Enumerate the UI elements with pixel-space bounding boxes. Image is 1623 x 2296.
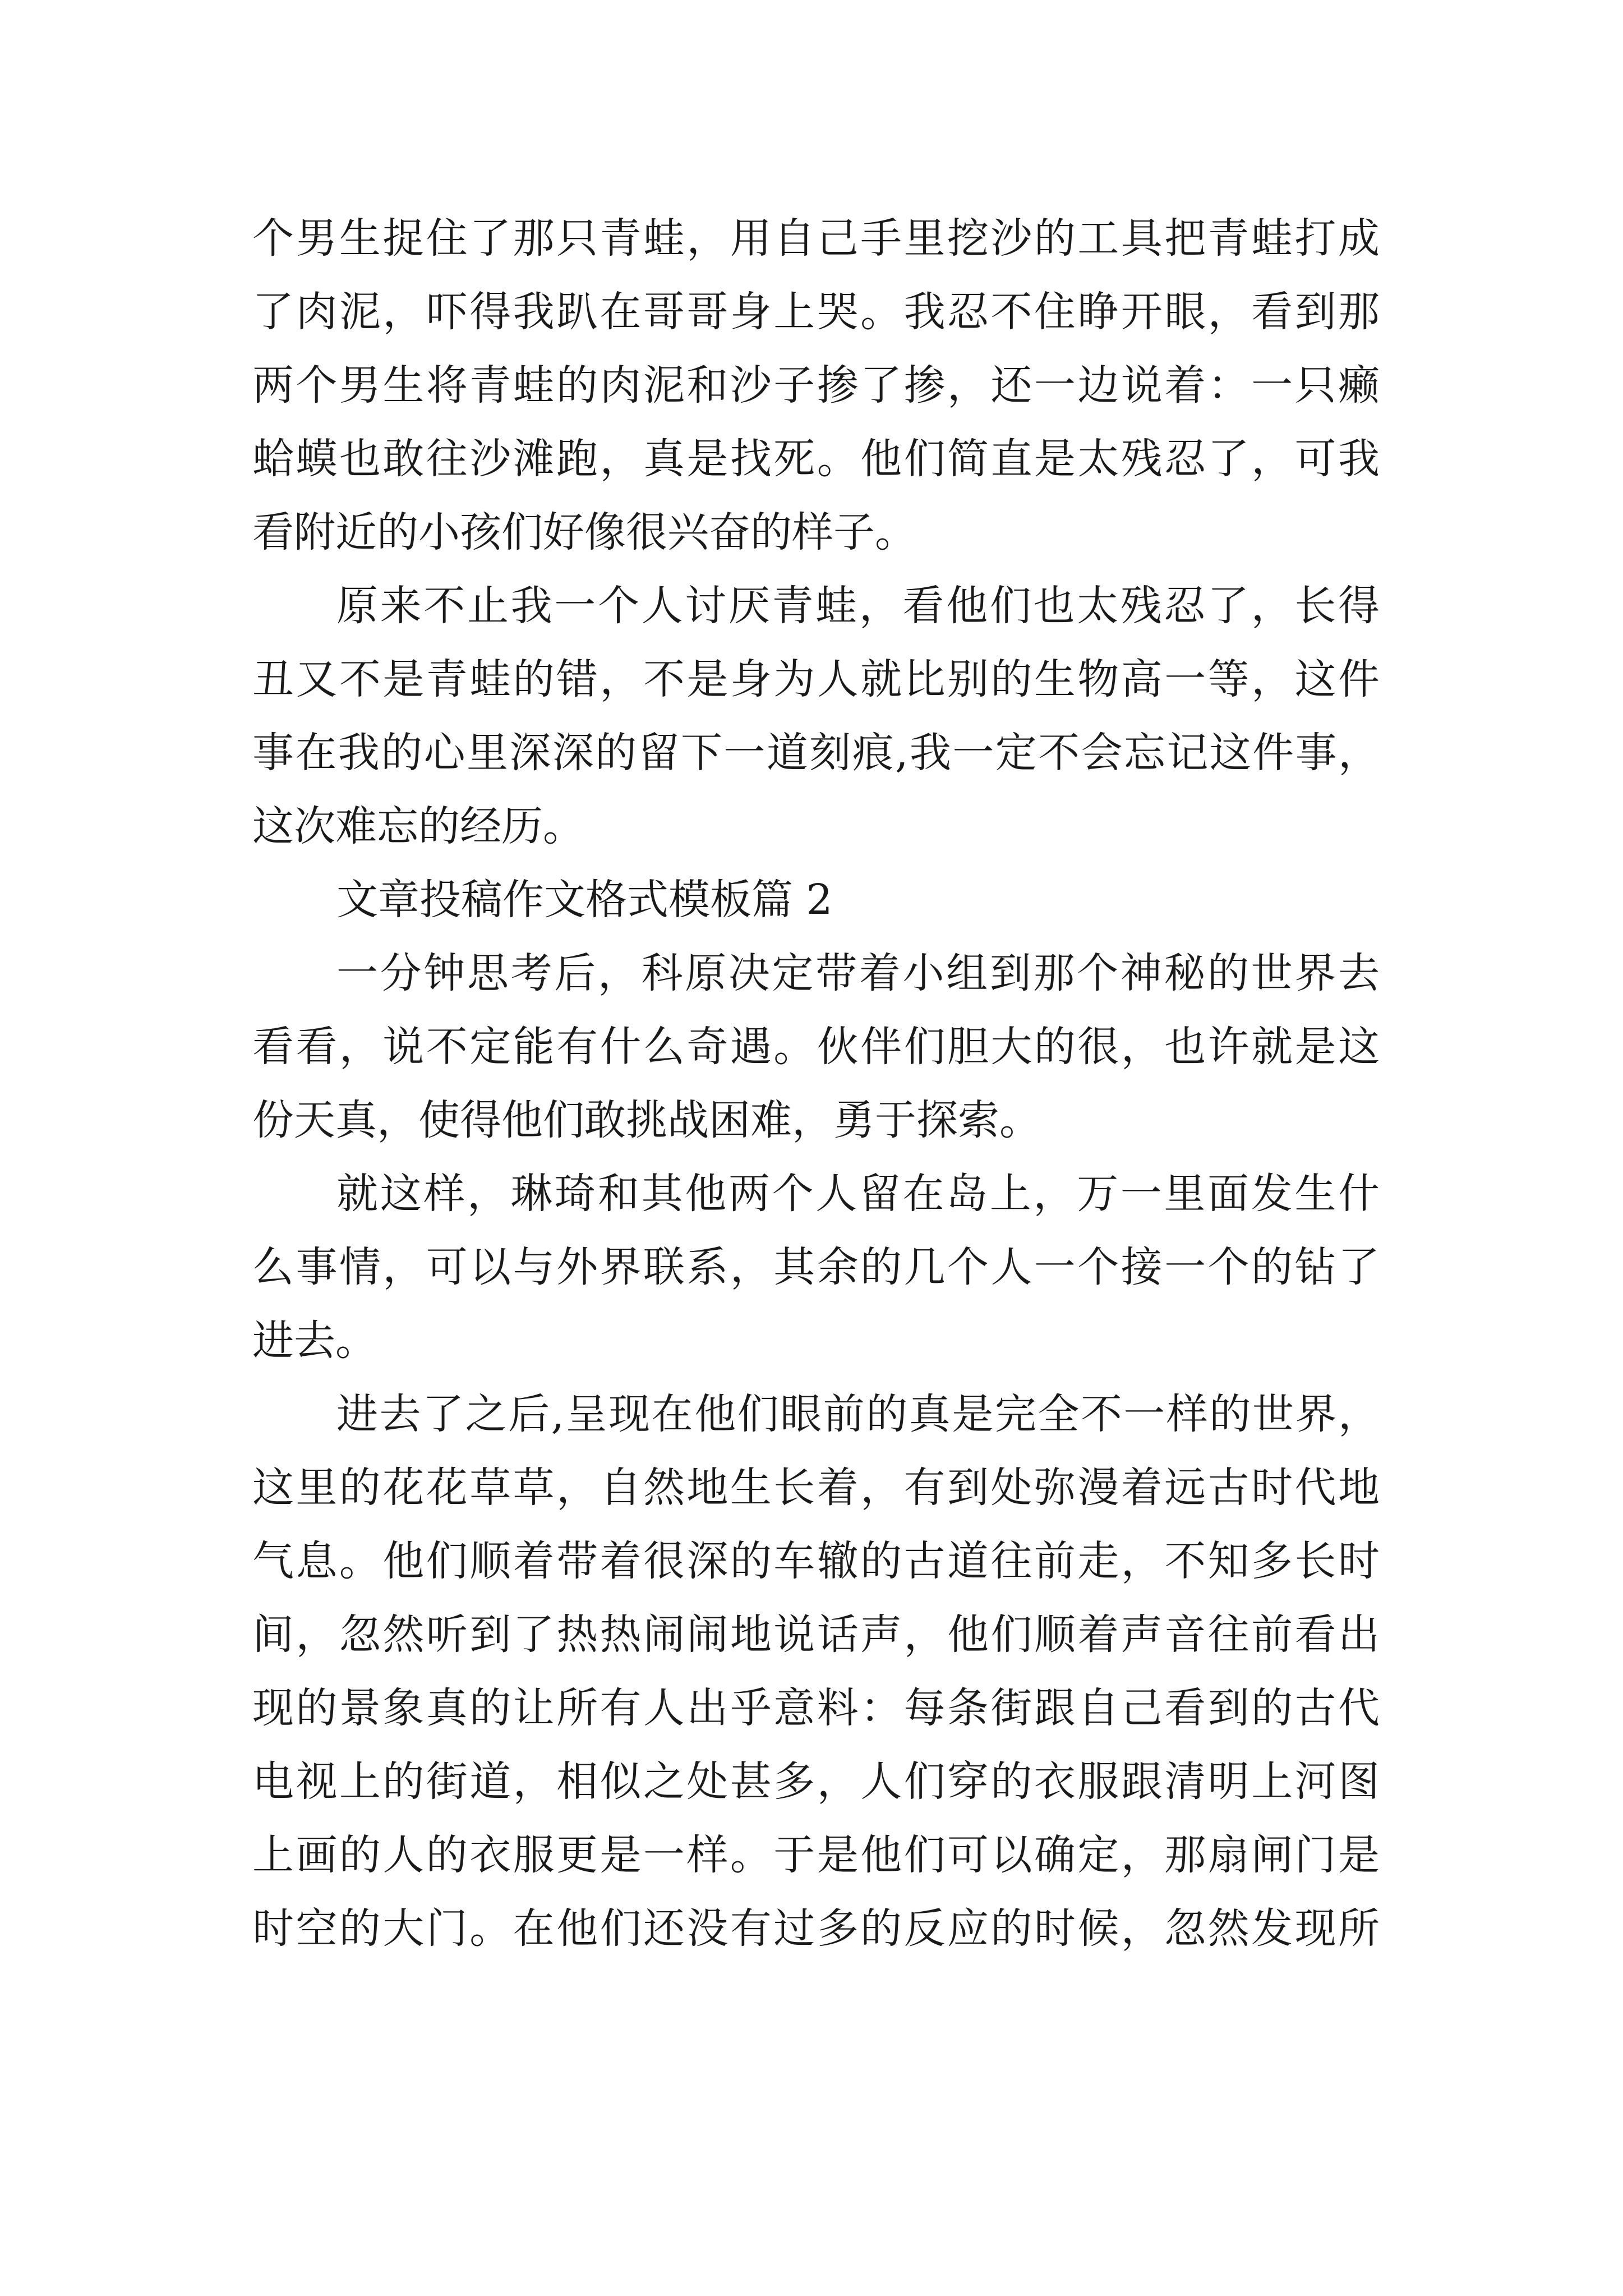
text-line: 就这样，琳琦和其他两个人留在岛上，万一里面发生什 [336,1170,1380,1218]
text-line: 原来不止我一个人讨厌青蛙，看他们也太残忍了，长得 [336,582,1380,630]
section-heading: 文章投稿作文格式模板篇 2 [336,876,833,924]
text-line: 份天真，使得他们敢挑战困难，勇于探索。 [252,1096,1041,1144]
text-line: 现的景象真的让所有人出乎意料：每条街跟自己看到的古代 [252,1684,1380,1732]
text-line: 这次难忘的经历。 [252,802,584,850]
text-line: 蛤蟆也敢往沙滩跑，真是找死。他们简直是太残忍了，可我 [252,435,1380,483]
text-line: 看看，说不定能有什么奇遇。伙伴们胆大的很，也许就是这 [252,1023,1380,1071]
text-line: 这里的花花草草，自然地生长着，有到处弥漫着远古时代地 [252,1464,1380,1512]
article-body [252,202,1380,1966]
text-line: 事在我的心里深深的留下一道刻痕,我一定不会忘记这件事， [252,729,1380,777]
text-line: 进去了之后,呈现在他们眼前的真是完全不一样的世界， [336,1390,1380,1438]
text-line: 丑又不是青蛙的错，不是身为人就比别的生物高一等，这件 [252,655,1380,703]
text-line: 个男生捉住了那只青蛙，用自己手里挖沙的工具把青蛙打成 [252,214,1380,263]
text-line: 上画的人的衣服更是一样。于是他们可以确定，那扇闸门是 [252,1831,1380,1879]
text-line: 了肉泥，吓得我趴在哥哥身上哭。我忍不住睁开眼，看到那 [252,288,1380,336]
text-line: 气息。他们顺着带着很深的车辙的古道往前走，不知多长时 [252,1537,1380,1585]
text-line: 间，忽然听到了热热闹闹地说话声，他们顺着声音往前看出 [252,1611,1380,1659]
text-line: 一分钟思考后，科原决定带着小组到那个神秘的世界去 [336,949,1380,997]
text-line: 两个男生将青蛙的肉泥和沙子掺了掺，还一边说着：一只癞 [252,361,1380,409]
text-line: 时空的大门。在他们还没有过多的反应的时候，忽然发现所 [252,1904,1380,1953]
text-line: 进去。 [252,1317,377,1365]
text-line: 么事情，可以与外界联系，其余的几个人一个接一个的钻了 [252,1243,1380,1291]
text-line: 电视上的街道，相似之处甚多，人们穿的衣服跟清明上河图 [252,1757,1380,1806]
text-line: 看附近的小孩们好像很兴奋的样子。 [252,508,916,556]
